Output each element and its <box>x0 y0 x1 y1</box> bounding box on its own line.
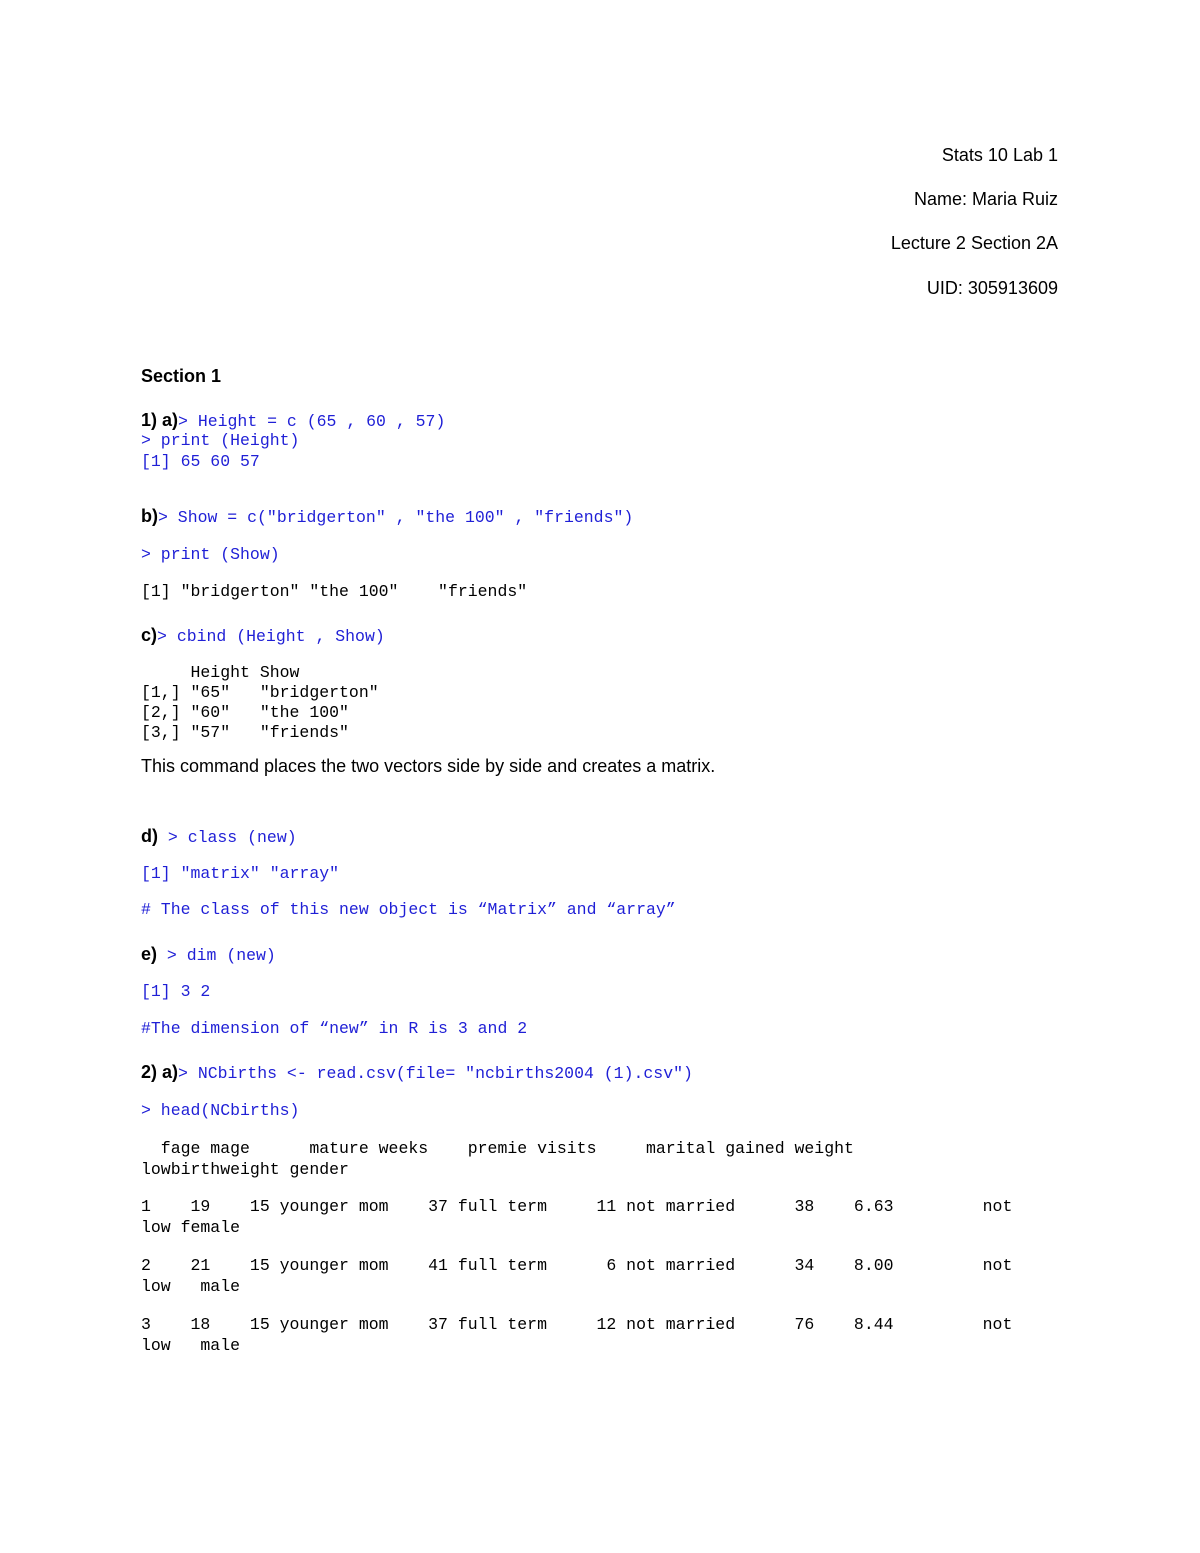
q1e-output: [1] 3 2 <box>141 982 211 1001</box>
q1c-output-header: Height Show <box>141 663 300 682</box>
section-heading: Section 1 <box>141 366 222 386</box>
q1d-output: [1] "matrix" "array" <box>141 864 340 883</box>
doc-title: Stats 10 Lab 1 <box>941 145 1058 165</box>
q1c-command: > cbind (Height , Show) <box>157 627 385 646</box>
q1d-line <box>141 826 297 847</box>
q2a-table-row-wrap: low female <box>141 1218 241 1237</box>
q1c-output-row: [2,] "60" "the 100" <box>141 703 349 722</box>
q2a-table-row: 2 21 15 younger mom 41 full term 6 not married 34 8.00 not <box>141 1256 1013 1275</box>
q2a-table-row: 3 18 15 younger mom 37 full term 12 not married 76 8.44 not <box>141 1315 1013 1334</box>
q2a-table-row: 1 19 15 younger mom 37 full term 11 not married 38 6.63 not <box>141 1197 1013 1216</box>
q2a-command-head: > head(NCbirths) <box>141 1101 300 1120</box>
q1a-command-print: > print (Height) <box>141 431 300 450</box>
q1b-output: [1] "bridgerton" "the 100" "friends" <box>141 582 528 601</box>
q1e-line <box>141 944 276 965</box>
q1c-output-row: [1,] "65" "bridgerton" <box>141 683 379 702</box>
q1b-line <box>141 506 633 527</box>
q2a-line <box>141 1062 693 1083</box>
student-uid: UID: 305913609 <box>926 278 1058 298</box>
q1a-line <box>141 410 445 431</box>
q1c-label: c) <box>141 625 158 645</box>
q1b-command-print: > print (Show) <box>141 545 280 564</box>
q1d-command: > class (new) <box>158 828 297 847</box>
q1a-label: 1) a) <box>141 410 179 430</box>
lecture-section: Lecture 2 Section 2A <box>890 233 1058 253</box>
q1b-command: > Show = c("bridgerton" , "the 100" , "friends") <box>158 508 634 527</box>
q1c-note: This command places the two vectors side by side and creates a matrix. <box>141 756 716 776</box>
q1e-command: > dim (new) <box>157 946 276 965</box>
q2a-table-header-wrap: lowbirthweight gender <box>141 1160 349 1179</box>
q2a-table-row-wrap: low male <box>141 1277 241 1296</box>
q2a-command: > NCbirths <- read.csv(file= "ncbirths2004 (1).csv") <box>178 1064 693 1083</box>
q1e-comment: #The dimension of “new” in R is 3 and 2 <box>141 1019 528 1038</box>
q1d-label: d) <box>141 826 158 846</box>
q2a-table-header: fage mage mature weeks premie visits marital gained weight <box>141 1139 854 1158</box>
student-name: Name: Maria Ruiz <box>913 189 1058 209</box>
q1c-line <box>141 625 385 646</box>
q1c-output-row: [3,] "57" "friends" <box>141 723 349 742</box>
q1b-label: b) <box>141 506 158 526</box>
q2a-table-row-wrap: low male <box>141 1336 241 1355</box>
q1d-comment: # The class of this new object is “Matrix” and “array” <box>141 900 676 919</box>
q1e-label: e) <box>141 944 158 964</box>
q2a-label: 2) a) <box>141 1062 179 1082</box>
q1a-output: [1] 65 60 57 <box>141 452 260 471</box>
q1a-command: > Height = c (65 , 60 , 57) <box>178 412 446 431</box>
